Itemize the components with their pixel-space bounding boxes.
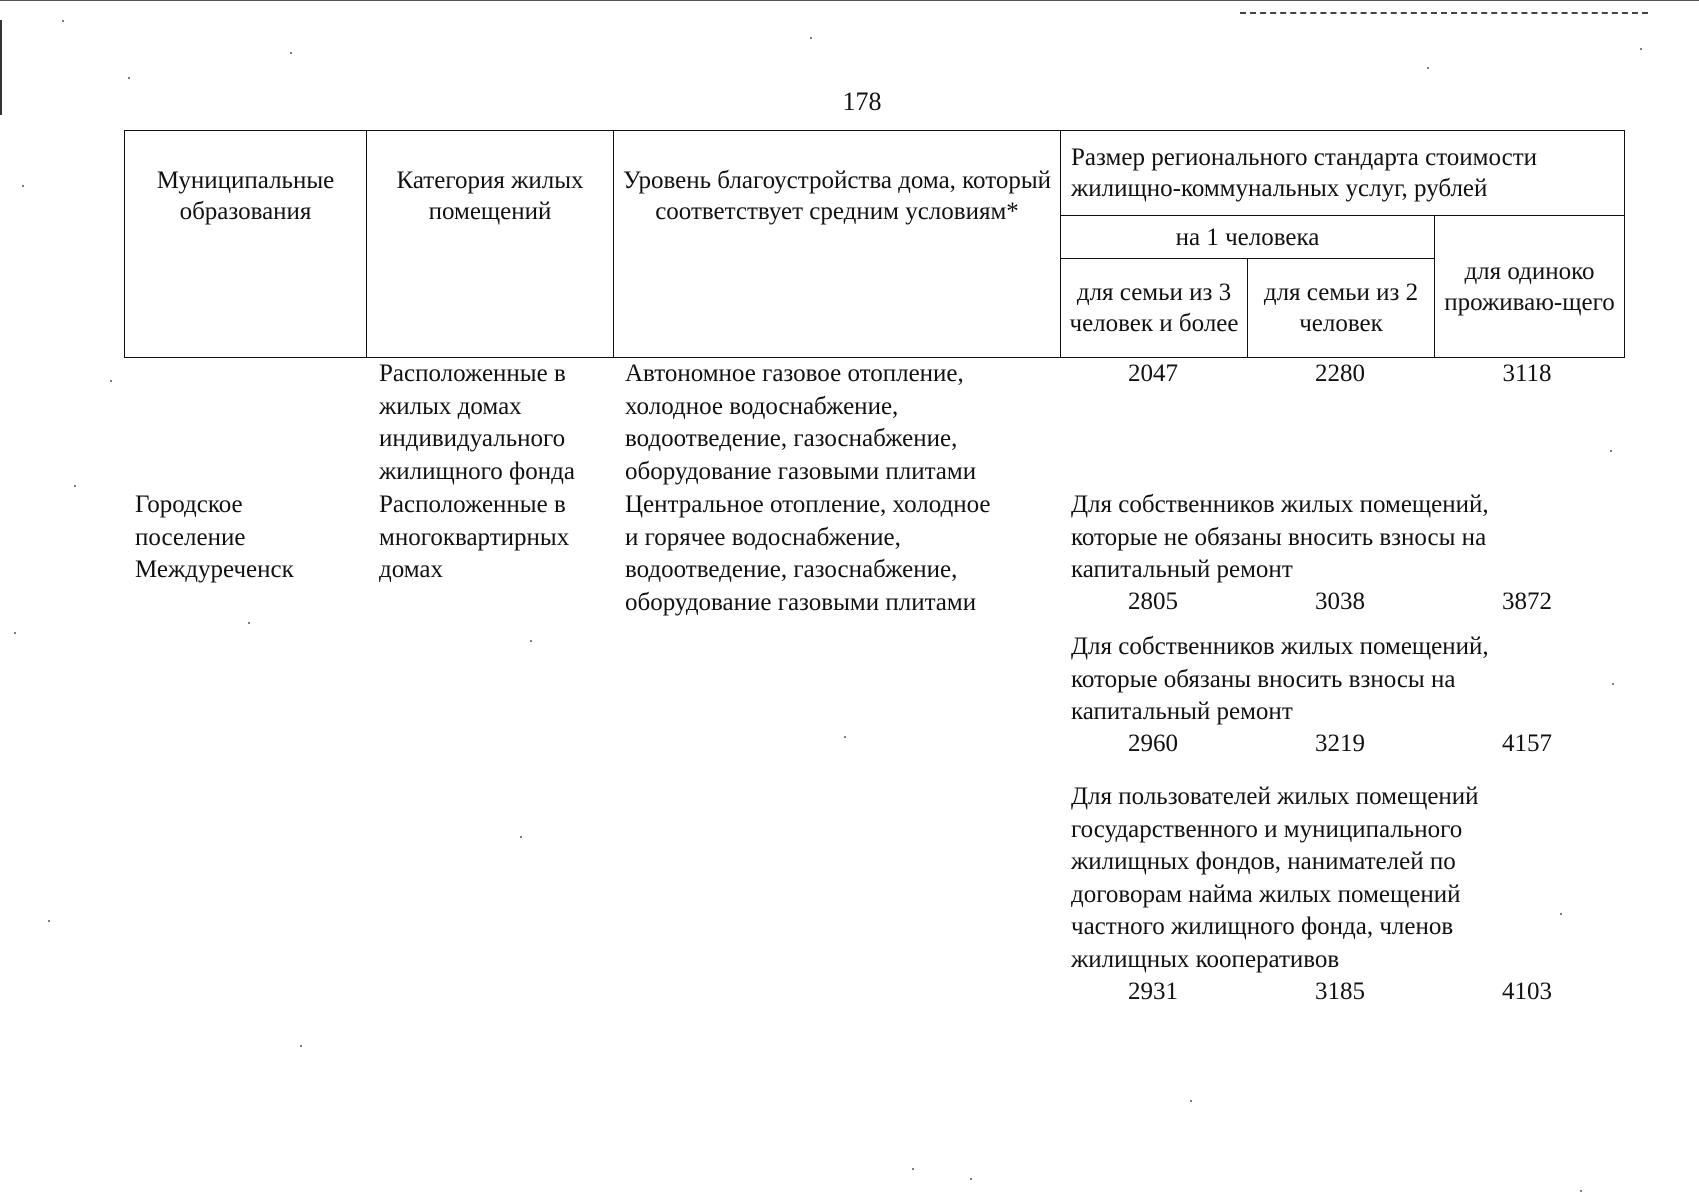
scan-speck <box>1580 1190 1582 1192</box>
scan-speck <box>290 52 292 54</box>
scan-speck <box>74 485 76 487</box>
scan-speck <box>110 380 112 382</box>
row2-category: Расположенные в многоквартирных домах <box>379 491 570 583</box>
row1-category: Расположенные в жилых домах индивидуального жилищного фонда <box>379 360 575 485</box>
scan-speck <box>62 20 64 22</box>
scan-speck <box>1190 1100 1192 1102</box>
scan-speck <box>1640 48 1642 50</box>
scan-edge-line <box>0 0 1699 1</box>
group3-label: Для пользователей жилых помещений государственного и муниципального жилищных фондов, нанимателей по договорам найма жилых помещений частного жилищного фонда, членов жилищных кооперативов <box>1071 783 1479 973</box>
row1-single-value: 3118 <box>1502 360 1552 387</box>
scan-speck <box>844 736 846 738</box>
municipality-name: Городское поселение Междуреченск <box>135 491 294 583</box>
scan-speck <box>1560 913 1562 915</box>
header-family3: для семьи из 3 человек и более <box>1061 259 1248 358</box>
scan-speck <box>300 1045 302 1047</box>
scan-speck <box>22 185 24 187</box>
scan-speck <box>48 920 50 922</box>
row1-family3-value: 2047 <box>1128 360 1178 387</box>
scan-speck <box>970 1178 972 1180</box>
group2-family2-value: 3219 <box>1315 730 1365 757</box>
scan-speck <box>128 77 130 79</box>
scan-speck <box>520 836 522 838</box>
scan-speck <box>530 640 532 642</box>
scan-speck <box>14 632 16 634</box>
header-per-person: на 1 человека <box>1061 216 1435 259</box>
group2-family3-value: 2960 <box>1128 730 1178 757</box>
group2-label: Для собственников жилых помещений, которые обязаны вносить взносы на капитальный ремонт <box>1071 633 1489 725</box>
group1-family2-value: 3038 <box>1315 588 1365 615</box>
group3-family2-value: 3185 <box>1315 978 1365 1005</box>
scan-speck <box>1610 450 1612 452</box>
scan-speck <box>248 622 250 624</box>
header-category: Категория жилых помещений <box>367 131 614 358</box>
header-standard: Размер регионального стандарта стоимости жилищно-коммунальных услуг, рублей <box>1061 131 1625 216</box>
header-single: для одиноко проживаю-щего <box>1435 216 1625 358</box>
row1-level: Автономное газовое отопление, холодное водоснабжение, водоотведение, газоснабжение, оборудование газовыми плитами <box>625 360 977 485</box>
header-level: Уровень благоустройства дома, который соответствует средним условиям* <box>614 131 1061 358</box>
group2-single-value: 4157 <box>1502 730 1552 757</box>
scan-speck <box>1612 683 1614 685</box>
header-family2: для семьи из 2 человек <box>1248 259 1435 358</box>
group3-family3-value: 2931 <box>1128 978 1178 1005</box>
scan-edge-dashes <box>1240 12 1648 14</box>
scan-speck <box>1427 67 1429 69</box>
row2-level: Центральное отопление, холодное и горячее водоснабжение, водоотведение, газоснабжение, оборудование газовыми плитами <box>625 491 991 616</box>
row1-family2-value: 2280 <box>1315 360 1365 387</box>
scan-speck <box>912 1168 914 1170</box>
group3-single-value: 4103 <box>1502 978 1552 1005</box>
group1-single-value: 3872 <box>1502 588 1552 615</box>
header-municipality: Муниципальные образования <box>125 131 367 358</box>
group1-family3-value: 2805 <box>1128 588 1178 615</box>
scan-speck <box>810 37 812 39</box>
page-number: 178 <box>842 87 882 116</box>
group1-label: Для собственников жилых помещений, которые не обязаны вносить взносы на капитальный ремонт <box>1071 491 1489 583</box>
table-header <box>124 130 1625 358</box>
